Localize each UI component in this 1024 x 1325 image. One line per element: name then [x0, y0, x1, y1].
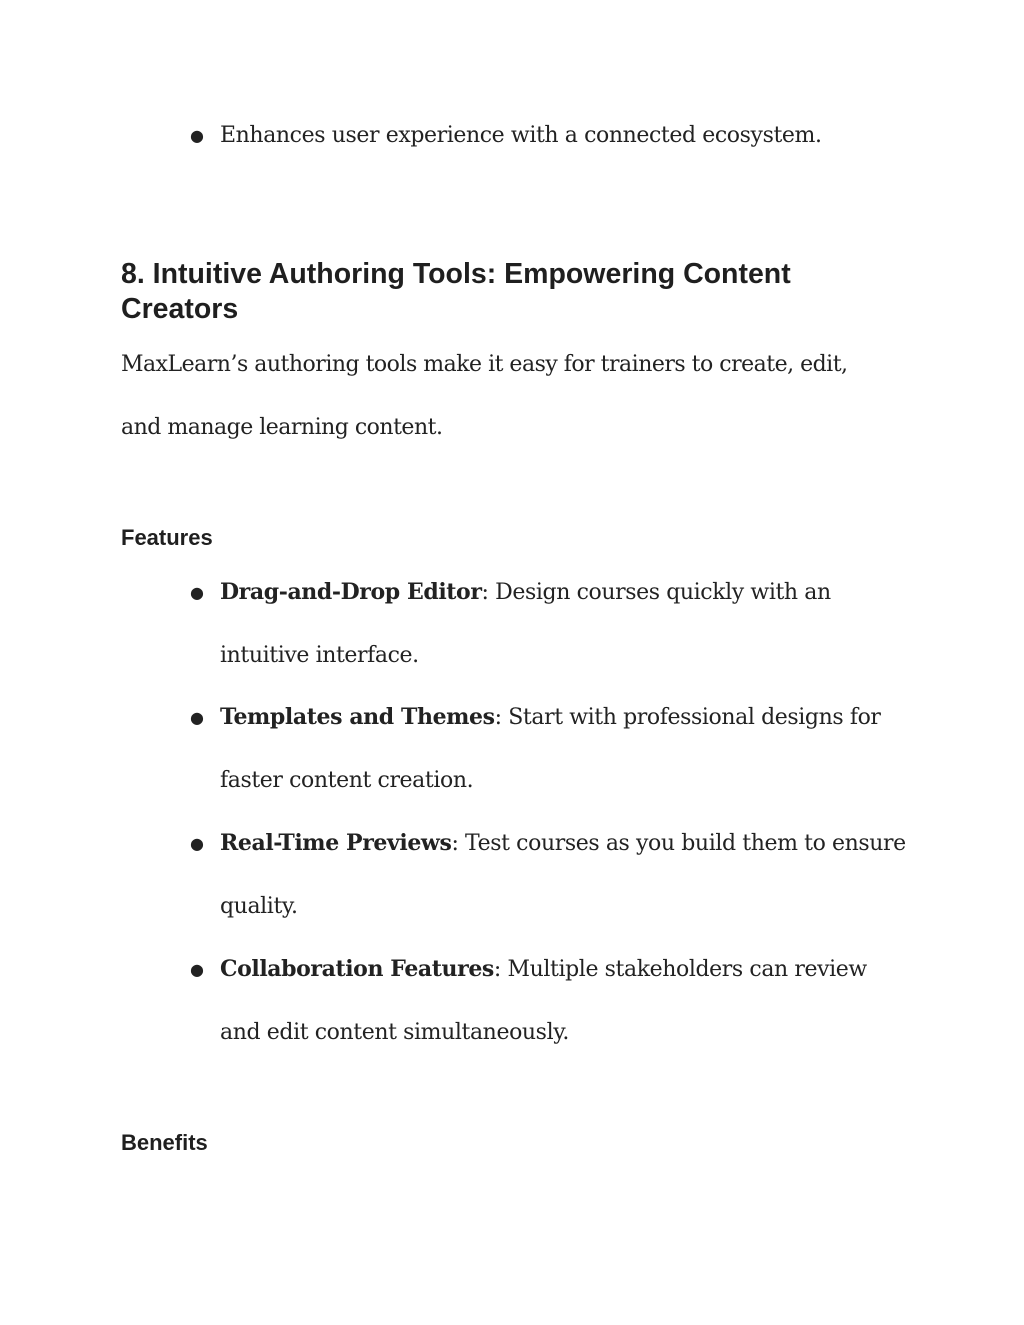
feature-title: Templates and Themes [220, 704, 495, 730]
bullet-icon: ● [190, 583, 204, 602]
feature-description: Start with professional designs for faster content creation. [220, 705, 881, 793]
section-intro: MaxLearn’s authoring tools make it easy for trainers to create, edit, and manage learning content. [121, 352, 848, 440]
benefits-heading: Benefits [121, 1130, 208, 1155]
feature-description: Test courses as you build them to ensure quality. [220, 831, 906, 919]
feature-item-templates [190, 686, 910, 812]
feature-text [220, 686, 910, 812]
feature-separator: : [451, 831, 459, 856]
feature-text [220, 938, 910, 1064]
bullet-icon: ● [190, 126, 204, 145]
feature-text [220, 561, 910, 687]
list-item [190, 104, 910, 167]
feature-title: Drag-and-Drop Editor [220, 579, 482, 605]
feature-title: Real-Time Previews [220, 830, 452, 856]
bullet-icon: ● [190, 834, 204, 853]
section-heading: 8. Intuitive Authoring Tools: Empowering Content Creators [121, 258, 791, 325]
feature-separator: : [494, 705, 502, 730]
feature-description: Multiple stakeholders can review and edit content simultaneously. [220, 957, 867, 1045]
list-item-text: Enhances user experience with a connected ecosystem. [220, 123, 822, 148]
feature-separator: : [481, 580, 489, 605]
feature-separator: : [493, 957, 501, 982]
feature-title: Collaboration Features [220, 956, 494, 982]
feature-item-drag-and-drop [190, 561, 910, 687]
feature-description: Design courses quickly with an intuitive interface. [220, 580, 831, 668]
feature-item-collaboration [190, 938, 910, 1064]
bullet-icon: ● [190, 708, 204, 727]
features-heading: Features [121, 525, 213, 550]
bullet-icon: ● [190, 960, 204, 979]
feature-text [220, 812, 910, 938]
feature-item-real-time-previews [190, 812, 910, 938]
